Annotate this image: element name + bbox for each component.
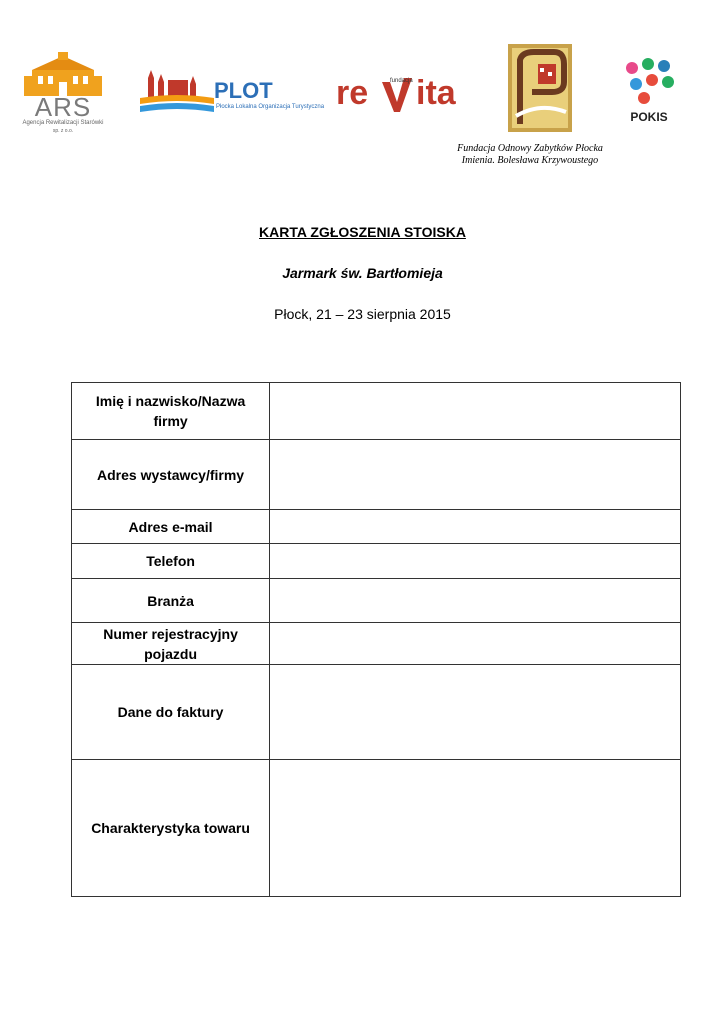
plot-logo <box>140 68 325 120</box>
label-name-line2: firmy <box>153 413 188 429</box>
value-industry-field[interactable] <box>270 579 681 623</box>
value-vehicle-field[interactable] <box>270 623 681 665</box>
value-phone-field[interactable] <box>270 544 681 579</box>
value-name-field[interactable] <box>270 383 681 440</box>
ars-name: ARS <box>34 92 92 122</box>
event-place-date: Płock, 21 – 23 sierpnia 2015 <box>274 306 451 322</box>
form-row-industry <box>72 579 681 623</box>
label-vehicle-line1: Numer rejestracyjny <box>103 625 238 642</box>
value-email-field[interactable] <box>270 510 681 544</box>
registration-form-table <box>71 382 681 897</box>
form-row-phone <box>72 544 681 579</box>
fundacja-caption-line2: Imienia. Bolesława Krzywoustego <box>461 155 599 166</box>
revita-logo <box>336 74 472 118</box>
revita-suffix: ita <box>416 74 456 112</box>
label-address: Adres wystawcy/firmy <box>72 440 270 510</box>
form-row-address <box>72 440 681 510</box>
value-address-field[interactable] <box>270 440 681 510</box>
revita-prefix: re <box>336 74 369 112</box>
pokis-logo <box>620 56 680 136</box>
fundacja-caption-line1: Fundacja Odnowy Zabytków Płocka <box>457 143 603 154</box>
form-title: KARTA ZGŁOSZENIA STOISKA <box>259 224 466 240</box>
label-vehicle-line2: pojazdu <box>144 645 197 662</box>
label-email: Adres e-mail <box>72 510 270 544</box>
ars-logo <box>18 52 108 144</box>
event-name: Jarmark św. Bartłomieja <box>282 265 443 281</box>
label-phone: Telefon <box>72 544 270 579</box>
pokis-name: POKIS <box>630 110 668 124</box>
value-invoice-field[interactable] <box>270 665 681 760</box>
fundacja-caption <box>440 143 620 167</box>
revita-small-label: fundacja <box>390 78 413 84</box>
form-row-goods <box>72 760 681 897</box>
value-goods-field[interactable] <box>270 760 681 897</box>
label-name-line1: Imię i nazwisko/Nazwa <box>95 393 246 409</box>
label-name <box>72 383 270 440</box>
ars-suffix: sp. z o.o. <box>52 128 74 134</box>
label-goods: Charakterystyka towaru <box>72 760 270 897</box>
label-invoice: Dane do faktury <box>72 665 270 760</box>
label-industry: Branża <box>72 579 270 623</box>
form-row-invoice <box>72 665 681 760</box>
plot-skyline-icon <box>140 68 214 116</box>
fundacja-logo <box>504 42 576 134</box>
form-row-email <box>72 510 681 544</box>
label-vehicle <box>72 623 270 665</box>
form-row-name <box>72 383 681 440</box>
pokis-dots-icon <box>622 56 678 112</box>
form-row-vehicle <box>72 623 681 665</box>
ars-subtitle: Agencja Rewitalizacji Starówki <box>22 120 104 126</box>
plot-subtitle: Płocka Lokalna Organizacja Turystyczna <box>216 104 325 110</box>
plot-name: PLOT <box>214 78 273 103</box>
fundacja-emblem-icon <box>504 42 576 134</box>
